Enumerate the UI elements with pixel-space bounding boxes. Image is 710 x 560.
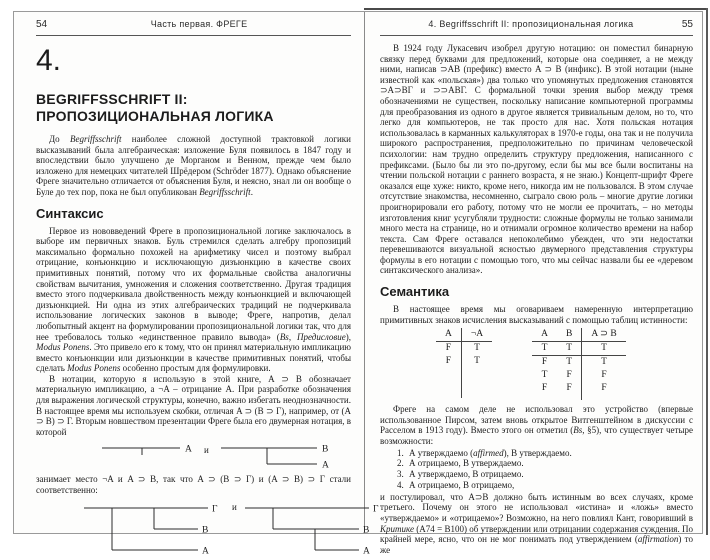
implication-truth-table (532, 328, 626, 400)
svg-text:A: A (202, 546, 209, 557)
right-header-rule (380, 35, 693, 36)
intro-paragraph: До Begriffsschrift наиболее сложной доступной трактовкой логики высказываний была алгебраическая: изложение Буля появилось в 1847 году и впоследствии было улучшено де Морганом и Венном, прежде чем было изложено для немецких читателей Шрёдером (Schröder 1877). Однако объяснение Фреге значительно отличается от объяснения Буля, и неясно, знал ли он вообще о Буле до тех пор, пока не был опубликован Begriffsschrift. (36, 134, 351, 197)
left-header-rule (36, 35, 351, 36)
list-item-4 (397, 480, 693, 491)
truth-table-cell: ¬A (461, 328, 492, 342)
frege-conditional-diagram (217, 440, 339, 472)
truth-table-cell: T (557, 342, 581, 356)
list-item-1-text: А утверждаемо (affirmed), В утверждаемо. (409, 447, 572, 458)
truth-table-cell: A ⊃ B (581, 328, 625, 342)
scan-edge-artifact-right (706, 8, 708, 535)
list-item-2-number: 2. (397, 458, 404, 469)
svg-text:A: A (362, 546, 370, 557)
list-item-4-text: А отрицаемо, В отрицаемо, (409, 480, 515, 491)
truth-table-cell: A (436, 328, 461, 342)
chapter-title-line1: BEGRIFFSSCHRIFT II: (36, 91, 188, 107)
frege-figure-row-2 (82, 500, 379, 560)
right-running-head: 4. Begriffsschrift II: пропозициональная логика (428, 19, 634, 29)
list-item-4-number: 4. (397, 480, 404, 491)
truth-table-cell (436, 368, 461, 398)
figure1-connector: и (204, 445, 209, 456)
frege-nested-left-diagram (82, 500, 228, 560)
syntax-heading: Синтаксис (36, 205, 104, 221)
scan-edge-artifact-top (364, 8, 706, 10)
truth-table-cell: F (566, 383, 572, 394)
list-item-3-text: А утверждаемо, В отрицаемо. (409, 469, 524, 480)
book-spread (13, 11, 703, 557)
semantics-intro-paragraph: В настоящее время мы оговариваем намеренную интерпретацию примитивных знаков исчисления высказываний с помощью таблиц истинности: (380, 304, 693, 325)
list-item-1 (397, 448, 693, 459)
negation-truth-table (436, 328, 492, 398)
list-item-3 (397, 469, 693, 480)
closing-paragraph: и постулировал, что A⊃B должно быть истинным во всех случаях, кроме третьего. Почему он этого не использовал «истина» и «ложь» вместо «утверждаемо» и «отрицаемо»? Возможно, на него повлиял Кант, говоривший в Критике (A74 = B100) об утверждении или отрицании содержания суждения. По крайней мере, ясно, что он не мог понимать под утверждением (affirmation) то же (380, 491, 693, 555)
truth-table-cell: B (557, 328, 581, 342)
chapter-number: 4. (36, 44, 62, 77)
list-item-3-number: 3. (397, 469, 404, 480)
svg-text:Г: Г (212, 504, 218, 515)
truth-table-cell: T (581, 356, 625, 369)
truth-table-cell: A (532, 328, 557, 342)
semantics-heading: Семантика (380, 284, 450, 300)
truth-table-cell: F (541, 357, 548, 368)
truth-table-cell: T (541, 370, 548, 381)
truth-table-cell: T (461, 355, 492, 368)
svg-text:B: B (202, 525, 209, 536)
left-page-header (36, 19, 351, 30)
left-page (14, 12, 379, 557)
truth-table-cell: T (461, 342, 492, 355)
truth-table-cell: F (445, 343, 452, 354)
syntax-paragraph-1: Первое из нововведений Фреге в пропозициональной логике заключалось в выборе им первичных знаков. Буль стремился сделать алгебру пропозиций максимально формально похожей на арифметику чисел и поэтому выбрал отрицание, конъюнкцию и исключающую дизъюнкцию в качестве своих примитивных понятий, потому что их формальные свойства аналогичны свойствам вычитания, умножения и сложения соответственно. Другая традиция вместо этого подчеркивала двойственность между конъюнкцией и включающей дизъюнкцией. Ни одна из этих алгебраических традиций не подчеркивала использование логических законов в выводе; Фреге, напротив, делал любопытный акцент на формулировании пропозициональной логики так, что для нее требовалось только «единственное правило вывода» (Bs, Предисловие), Modus Ponens. Это привело его к тому, что он принял материальную импликацию вместо конъюнкции или дизъюнкции в качестве примитивных понятий, чтобы сделать Modus Ponens особенно простым для формулировки. (36, 225, 352, 374)
truth-table-cell (461, 368, 492, 398)
frege-negation-diagram (98, 440, 204, 466)
truth-tables-row (436, 328, 693, 400)
syntax-paragraph-2: В нотации, которую я использую в этой книге, A ⊃ B обозначает материальную импликацию, а ¬A – отрицание A. При разработке обозначения для выражения логической структуры, конечно, важно избегать неоднозначности. В настоящее время мы используем скобки, отличая A ⊃ (B ⊃ Г), например, от (A ⊃ B) ⊃ Г. Вторым новшеством презентации Фреге была его двумерная нотация, в которой (36, 373, 352, 437)
four-possibilities-paragraph: Фреге на самом деле не использовал это устройство (впервые использованное Пирсом, затем вновь открытое Витгенштейном в дискуссии с Расселом в 1913 году). Вместо этого он отметил (Bs, §5), что существует четыре возможности: (380, 404, 693, 447)
svg-text:B: B (321, 444, 329, 455)
truth-table-cell: F (445, 356, 452, 367)
chapter-title (36, 91, 351, 124)
truth-table-cell: T (581, 342, 625, 356)
truth-table-cell: F (581, 382, 625, 395)
polish-notation-paragraph: В 1924 году Лукасевич изобрел другую нотацию: он поместил бинарную связку перед буквами для предложений, которые она соединяет, а не между ними, написав ⊃AB (префикс) вместо A ⊃ B (инфикс). В этой нотации (ныне известной как «польская») два только что упомянутых предложения становятся ⊃A⊃BГ и ⊃⊃ABГ. С формальной точки зрения выбор между тремя обозначениями не существен, поскольку написание компьютерной программы для преобразования из одного в другое является тривиальным делом, но то, что легко для компьютеров, не так просто для нас. Хотя польская нотация использовалась в карманных калькуляторах в 1970-е годы, она так и не получила широкого распространения, предположительно по причинам человеческой психологии: нам трудно определить структуру предложения, написанного с префиксами. (Было бы ли это по-другому, если бы мы все были воспитаны на чтении польской нотации с раннего возраста, я не знаю.) Концепт-шрифт Фреге оказался еще хуже: никто, кроме него, никогда им не пользовался. В этом случае отсутствие знакомства, несомненно, сыграло свою роль – многие другие логики проигнорировали его работу, потому что не могли ее прочитать, – но методы изготовления книг усугубляли трудности: сложные формулы не только занимали много места на странице, но и отнимали огромное количество времени на набор текста. Сам Фреге оставался непоколебимо убежден, что эти недостатки перевешиваются визуальной ясностью двумерного представления структуры формулы в его нотации с помощью того, что мы сейчас назвали бы ее «деревом синтаксического анализа». (380, 43, 693, 276)
truth-table-cell: F (566, 370, 572, 381)
left-page-number: 54 (36, 19, 48, 30)
left-running-head: Часть первая. ФРЕГЕ (150, 19, 248, 29)
truth-table-cell (557, 395, 581, 400)
figure2-connector: и (232, 501, 237, 512)
list-item-2-text: А отрицаемо, В утверждаемо. (409, 458, 524, 469)
frege-figure-row-1 (98, 440, 351, 472)
possibilities-list (397, 448, 693, 491)
right-page-header (380, 19, 693, 30)
list-item-2 (397, 458, 693, 469)
svg-text:B: B (362, 525, 370, 536)
svg-text:A: A (185, 444, 192, 455)
after-figure-paragraph: занимает место ¬A и A ⊃ B, так что A ⊃ (B ⊃ Г) и (A ⊃ B) ⊃ Г стали соответственно: (36, 474, 351, 496)
truth-table-cell (581, 395, 625, 400)
truth-table-cell: F (541, 383, 548, 394)
truth-table-cell: T (532, 342, 557, 356)
truth-table-cell (532, 395, 557, 400)
svg-text:Г: Г (372, 504, 379, 515)
svg-text:A: A (321, 460, 329, 471)
list-item-1-number: 1. (397, 447, 404, 458)
truth-table-cell: F (581, 369, 625, 382)
chapter-title-line2: ПРОПОЗИЦИОНАЛЬНАЯ ЛОГИКА (36, 107, 274, 124)
truth-table-cell: T (566, 357, 573, 368)
right-page (362, 12, 702, 555)
right-page-number: 55 (681, 19, 693, 30)
